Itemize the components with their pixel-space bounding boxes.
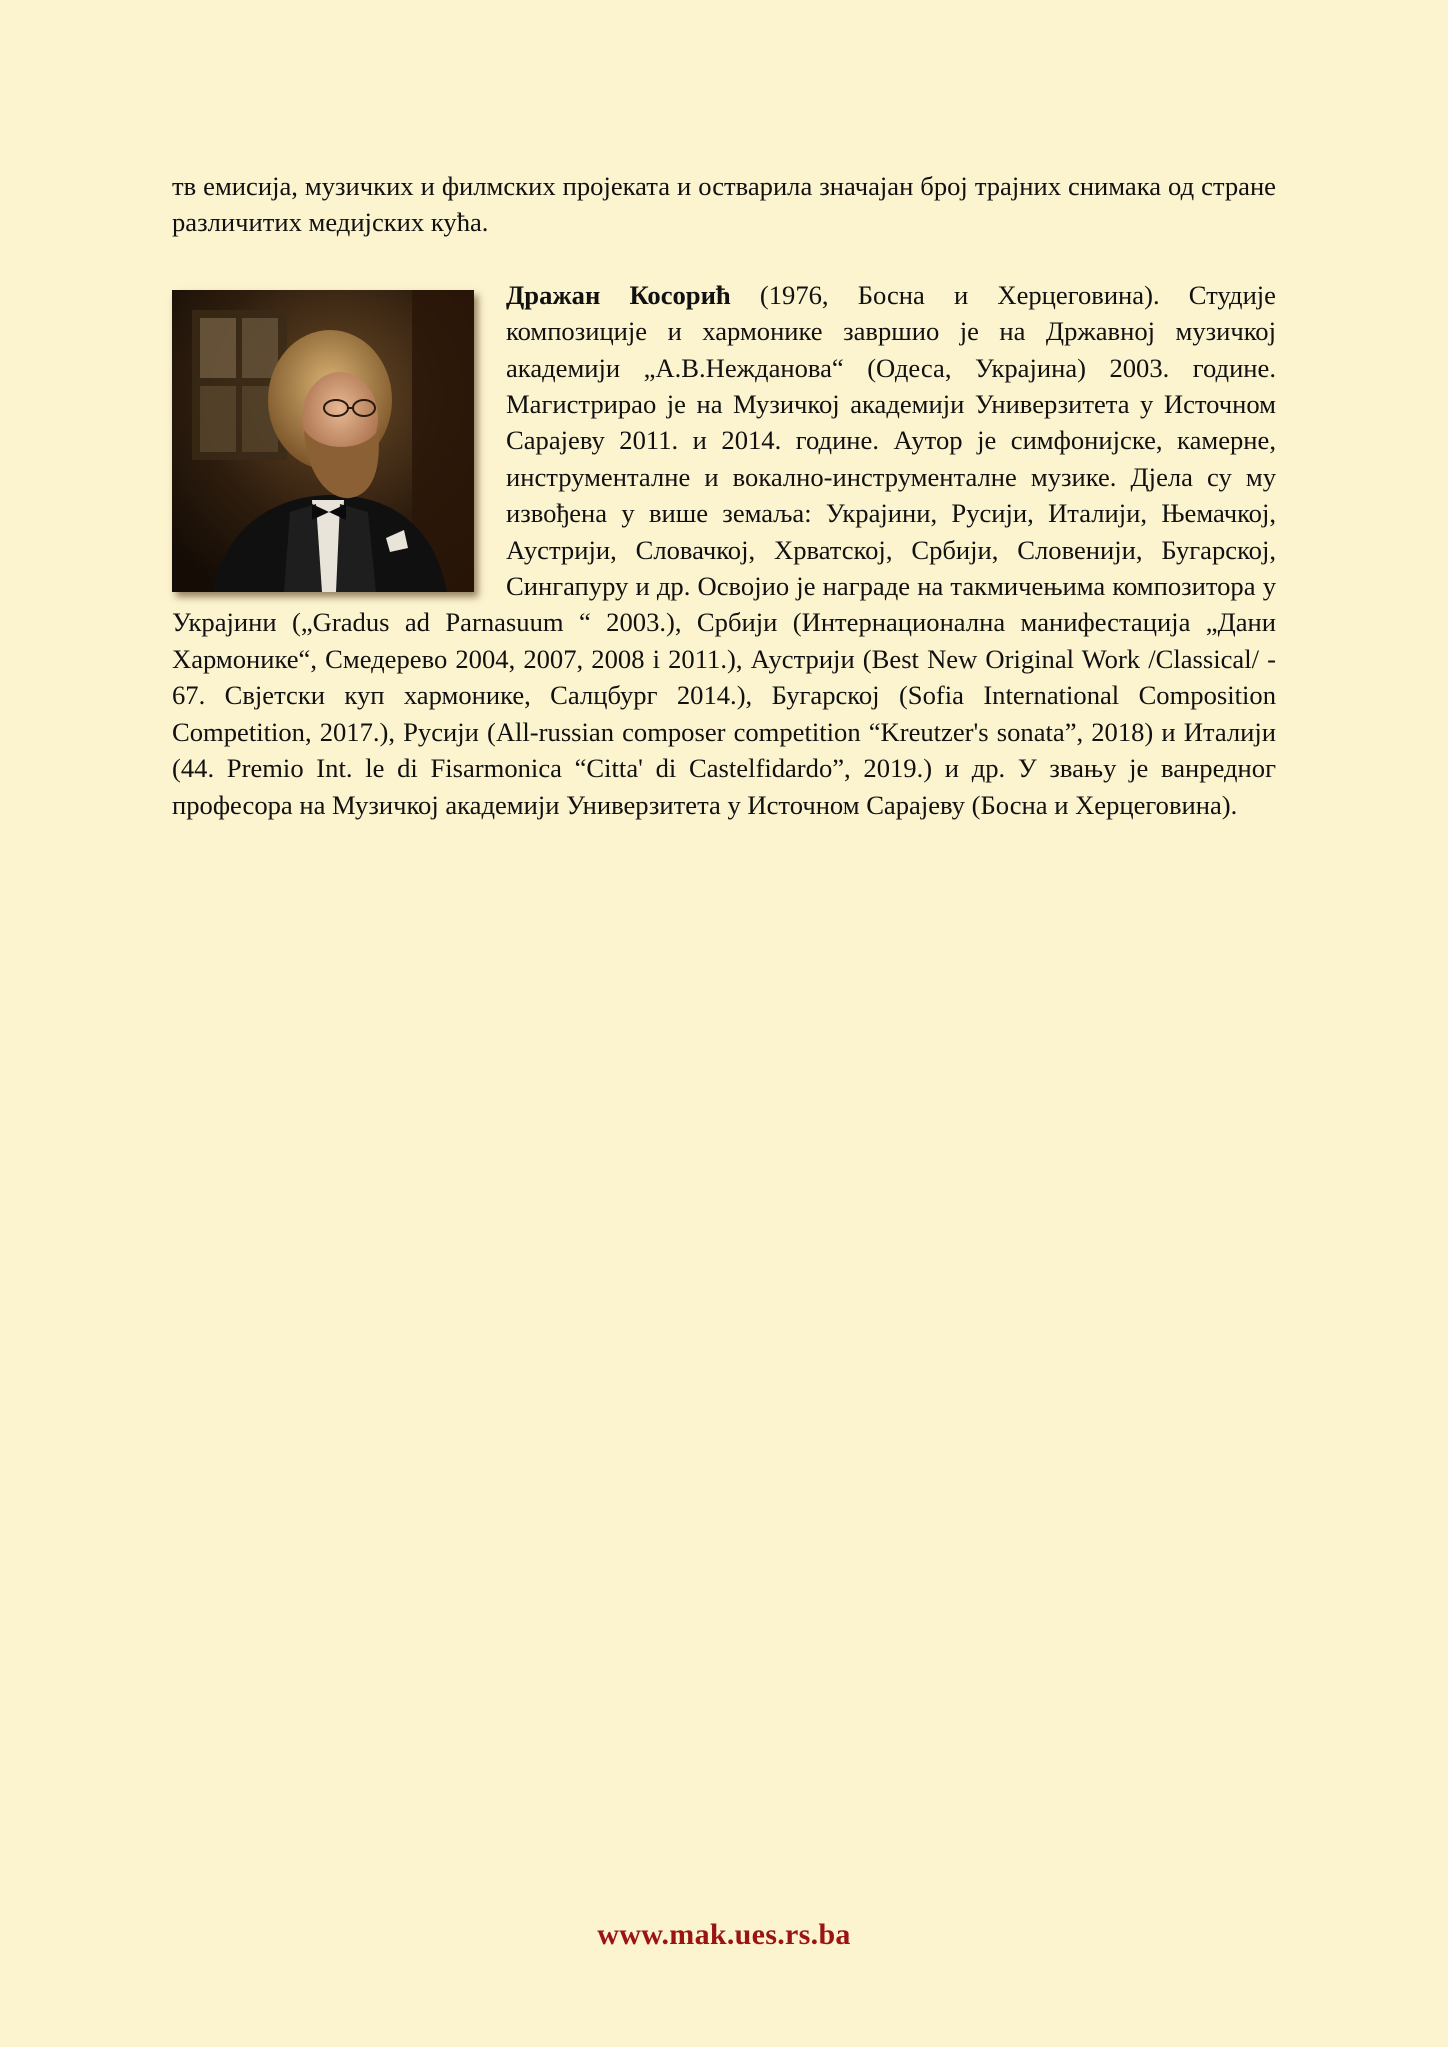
footer-website-link[interactable]: www.mak.ues.rs.ba (597, 1918, 851, 1951)
bio-paragraph (172, 277, 1276, 823)
intro-paragraph: тв емисија, музичких и филмских пројеката и остварила значајан број трајних снимака од стране различитих медијских кућа. (172, 171, 1276, 238)
portrait-photo (172, 290, 474, 592)
bio-text: (1976, Босна и Херцеговина). Студије композиције и хармонике завршио је на Државној музичкој академији „А.В.Нежданова“ (Одеса, Украјина) 2003. године. Магистрирао је на Музичкој академији Универзитета у Источном Сарајеву 2011. и 2014. године. Аутор је симфонијске, камерне, инструменталне и вокално-инструменталне музике. Дјела су му извођена у више земаља: Украјини, Русији, Италији, Њемачкој, Аустрији, Словачкој, Хрватској, Србији, Словенији, Бугарској, Сингапуру и др. Освојио је награде на такмичењима композитора у Украјини („Gradus ad Parnasuum “ 2003.), Србији (Интернационална манифестација „Дани Хармонике“, Смедерево 2004, 2007, 2008 i 2011.), Аустрији (Best New Original Work /Classical/ - 67. Свјетски куп хармонике, Салцбург 2014.), Бугарској (Sofia International Composition Competition, 2017.), Русији (All-russian composer competition “Kreutzer's sonata”, 2018) и Италији (44. Premio Int. le di Fisarmonica “Citta' di Castelfidardo”, 2019.) и др. У звању је ванредног професора на Музичкој академији Универзитета у Источном Сарајеву (Босна и Херцеговина). (172, 279, 1276, 820)
document-page (172, 168, 1276, 823)
bio-name: Дражан Косорић (506, 279, 731, 310)
